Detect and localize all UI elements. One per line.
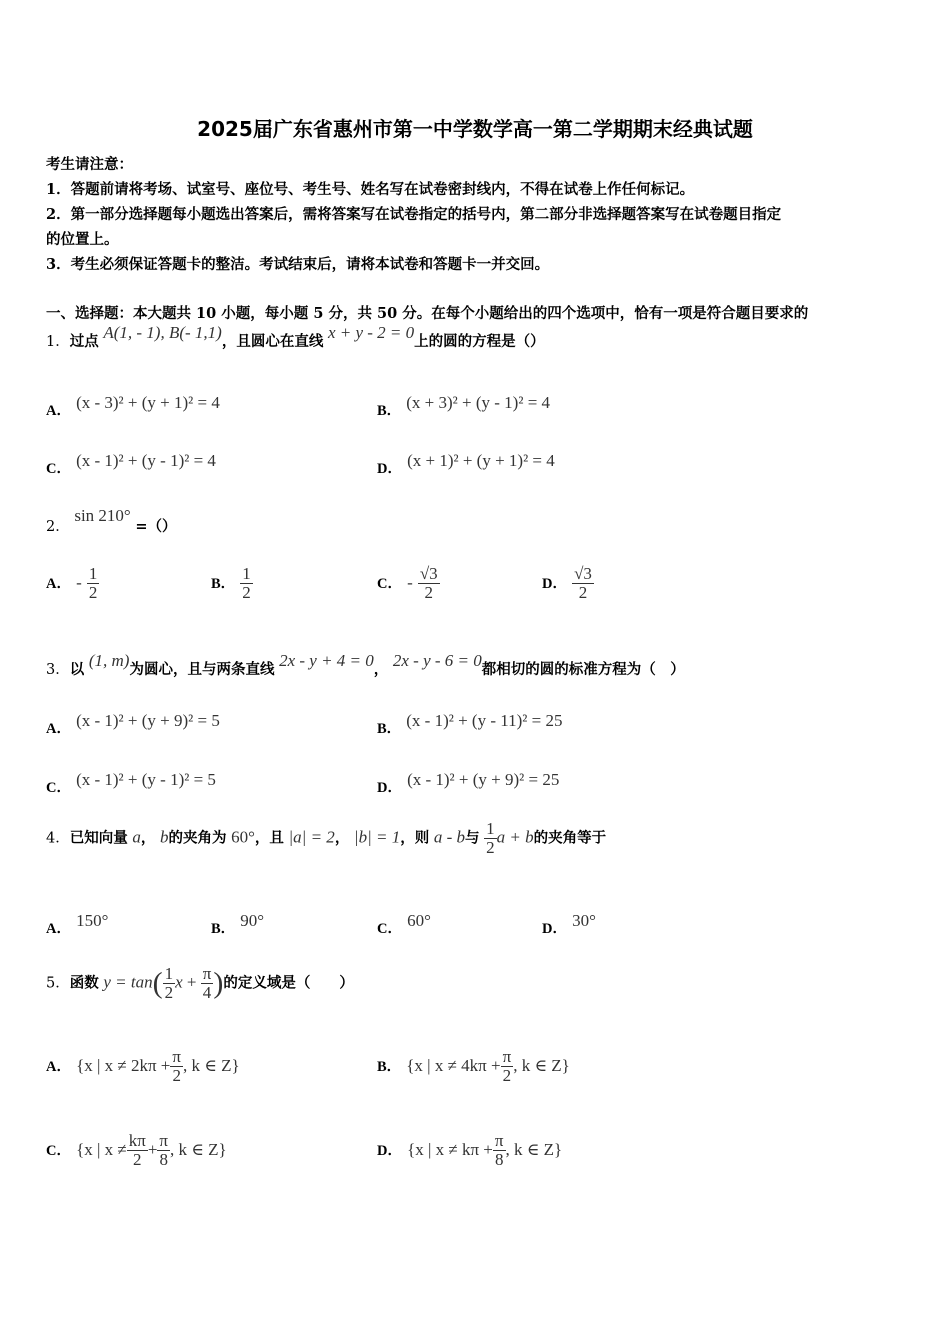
option-5d[interactable]: D． {x | x ≠ kπ + $\frac{\pi}{8}$ , k ∈ Z} — [377, 1131, 563, 1169]
option-4a[interactable]: A． 150° — [46, 911, 109, 937]
math-center: (1, m) — [88, 651, 130, 670]
math-points: A(1, - 1), B(- 1,1) — [103, 323, 222, 342]
section-heading: 一、选择题：本大题共 10 小题，每小题 5 分，共 50 分。在每个小题给出的四个选项中，恰有一项是符合题目要求的 — [46, 305, 809, 322]
notice-item-3: 3．考生必须保证答题卡的整洁。考试结束后，请将本试卷和答题卡一并交回。 — [46, 256, 550, 273]
option-2a[interactable]: A． - $\frac{1}{2}$ — [46, 564, 98, 602]
option-4b[interactable]: B． 90° — [211, 911, 265, 937]
option-1c[interactable]: C． (x - 1)² + (y - 1)² = 4 — [46, 451, 216, 477]
option-1d[interactable]: D． (x + 1)² + (y + 1)² = 4 — [377, 451, 555, 477]
notice-heading: 考生请注意： — [46, 156, 133, 173]
math-line: x + y - 2 = 0 — [327, 323, 415, 342]
option-5b[interactable]: B． {x | x ≠ 4kπ + $\frac{\pi}{2}$ , k ∈ Z} — [377, 1047, 570, 1085]
math-tan: y = tan — [103, 972, 153, 992]
option-3b[interactable]: B． (x - 1)² + (y - 11)² = 25 — [377, 711, 563, 737]
option-4c[interactable]: C． 60° — [377, 911, 431, 937]
question-4: 4．已知向量 a， b的夹角为 60°，且 |a| = 2， |b| = 1，则 a - b与 $\frac{1}{2}$ a + b的夹角等于 — [46, 819, 607, 857]
question-number: 4． — [46, 830, 70, 847]
option-5c[interactable]: C． {x | x ≠ $\frac{k\pi}{2}$ + $\frac{\pi}{8}$ , k ∈ Z} — [46, 1131, 227, 1169]
math-sin: sin 210° — [74, 506, 131, 525]
option-2b[interactable]: B． $\frac{1}{2}$ — [211, 564, 251, 602]
option-5a[interactable]: A． {x | x ≠ 2kπ + $\frac{\pi}{2}$ , k ∈ Z} — [46, 1047, 240, 1085]
option-3a[interactable]: A． (x - 1)² + (y + 9)² = 5 — [46, 711, 220, 737]
question-5: 5．函数 y = tan( $\frac{1}{2}$ x + $\frac{\pi}{4}$ )的定义域是（ ） — [46, 964, 354, 1002]
option-4d[interactable]: D． 30° — [542, 911, 596, 937]
math-line-1: 2x - y + 4 = 0 — [279, 651, 374, 670]
question-2: 2． sin 210° =（） — [46, 506, 177, 535]
math-line-2: 2x - y - 6 = 0 — [392, 651, 482, 670]
notice-item-2-cont: 的位置上。 — [46, 231, 119, 248]
question-number: 1． — [46, 334, 70, 350]
option-3d[interactable]: D． (x - 1)² + (y + 9)² = 25 — [377, 770, 560, 796]
question-number: 2． — [46, 519, 70, 535]
option-2c[interactable]: C． - $\frac{√3}{2}$ — [377, 564, 438, 602]
question-number: 5． — [46, 975, 70, 992]
notice-item-1: 1．答题前请将考场、试室号、座位号、考生号、姓名写在试卷密封线内，不得在试卷上作任何标记。 — [46, 181, 695, 198]
option-2d[interactable]: D． $\frac{√3}{2}$ — [542, 564, 592, 602]
question-number: 3． — [46, 662, 70, 678]
option-1b[interactable]: B． (x + 3)² + (y - 1)² = 4 — [377, 393, 551, 419]
option-3c[interactable]: C． (x - 1)² + (y - 1)² = 5 — [46, 770, 216, 796]
question-3: 3．以 (1, m)为圆心，且与两条直线 2x - y + 4 = 0， 2x - y - 6 = 0都相切的圆的标准方程为（ ） — [46, 651, 685, 678]
option-1a[interactable]: A． (x - 3)² + (y + 1)² = 4 — [46, 393, 220, 419]
notice-item-2: 2．第一部分选择题每小题选出答案后，需将答案写在试卷指定的括号内，第二部分非选择题答案写在试卷题目指定 — [46, 206, 782, 223]
page-title: 2025届广东省惠州市第一中学数学高一第二学期期末经典试题 — [197, 117, 753, 141]
question-1: 1．过点 A(1, - 1), B(- 1,1)，且圆心在直线 x + y - 2 = 0上的圆的方程是（） — [46, 323, 545, 350]
